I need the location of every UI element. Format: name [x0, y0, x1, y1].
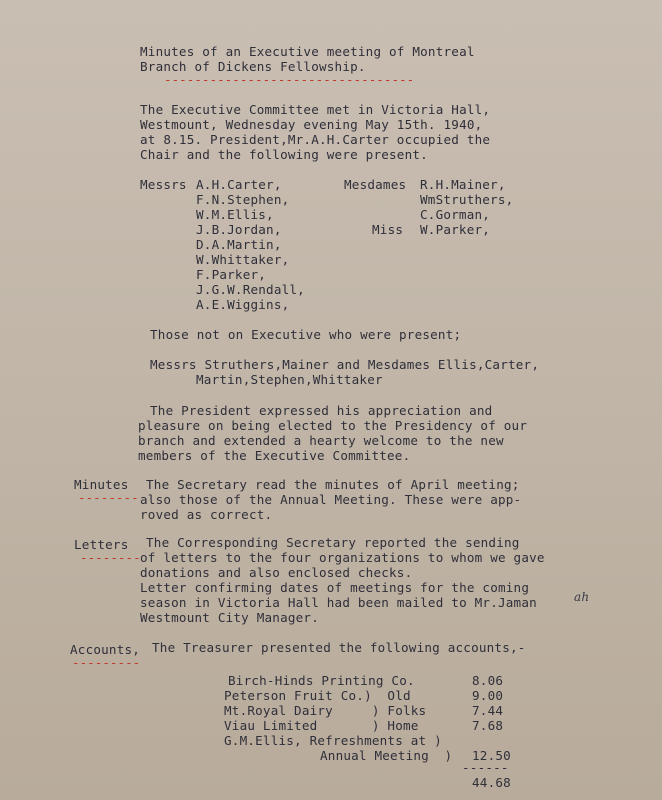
- letters-line-1: The Corresponding Secretary reported the sending: [146, 535, 520, 550]
- letters-line-5: season in Victoria Hall had been mailed to Mr.Jaman: [140, 595, 537, 610]
- title-line-2: Branch of Dickens Fellowship.: [140, 59, 366, 74]
- president-line-4: members of the Executive Committee.: [138, 448, 411, 463]
- member-name: F.Parker,: [196, 267, 267, 282]
- account-name: Annual Meeting ): [320, 748, 453, 763]
- accounts-total-rule: ------: [462, 760, 509, 775]
- member-name: A.E.Wiggins,: [196, 297, 290, 312]
- member-name: J.B.Jordan,: [196, 222, 282, 237]
- member-name: F.N.Stephen,: [196, 192, 290, 207]
- account-amount: 9.00: [472, 688, 504, 703]
- accounts-intro: The Treasurer presented the following accounts,-: [152, 640, 526, 655]
- guest-line-2: Martin,Stephen,Whittaker: [196, 372, 383, 387]
- accounts-total: 44.68: [472, 775, 511, 790]
- member-name: W.Whittaker,: [196, 252, 290, 267]
- intro-line-3: at 8.15. President,Mr.A.H.Carter occupied the: [140, 132, 491, 147]
- account-amount: 7.68: [472, 718, 504, 733]
- letters-line-2: of letters to the four organizations to whom we gave: [140, 550, 545, 565]
- messrs-label: Messrs: [140, 177, 187, 192]
- president-line-2: pleasure on being elected to the Presidency of our: [138, 418, 528, 433]
- intro-line-2: Westmount, Wednesday evening May 15th. 1940,: [140, 117, 483, 132]
- handwritten-insertion: ah: [574, 590, 590, 604]
- accounts-label: Accounts,: [70, 642, 141, 657]
- minutes-line-2: also those of the Annual Meeting. These were app-: [140, 492, 522, 507]
- miss-label: Miss: [372, 222, 404, 237]
- account-name: Mt.Royal Dairy ) Folks: [224, 703, 427, 718]
- member-name: W.Parker,: [420, 222, 491, 237]
- title-line-1: Minutes of an Executive meeting of Montreal: [140, 44, 475, 59]
- letters-label: Letters: [74, 537, 129, 552]
- accounts-underline: ---------: [72, 655, 141, 670]
- guest-line-1: Messrs Struthers,Mainer and Mesdames Ellis,Carter,: [150, 357, 540, 372]
- minutes-underline: --------: [78, 490, 139, 505]
- intro-line-4: Chair and the following were present.: [140, 147, 428, 162]
- member-name: W.M.Ellis,: [196, 207, 274, 222]
- president-line-1: The President expressed his appreciation and: [150, 403, 493, 418]
- intro-line-1: The Executive Committee met in Victoria Hall,: [140, 102, 491, 117]
- minutes-label: Minutes: [74, 477, 129, 492]
- account-amount: 12.50: [472, 748, 511, 763]
- member-name: R.H.Mainer,: [420, 177, 506, 192]
- account-name: G.M.Ellis, Refreshments at ): [224, 733, 442, 748]
- account-name: Peterson Fruit Co.) Old: [224, 688, 411, 703]
- not-on-executive-heading: Those not on Executive who were present;: [150, 327, 462, 342]
- mesdames-label: Mesdames: [344, 177, 407, 192]
- letters-line-6: Westmount City Manager.: [140, 610, 319, 625]
- member-name: J.G.W.Rendall,: [196, 282, 305, 297]
- president-line-3: branch and extended a hearty welcome to the new: [138, 433, 504, 448]
- member-name: D.A.Martin,: [196, 237, 282, 252]
- account-amount: 7.44: [472, 703, 504, 718]
- minutes-line-3: roved as correct.: [140, 507, 273, 522]
- minutes-line-1: The Secretary read the minutes of April meeting;: [146, 477, 520, 492]
- account-amount: 8.06: [472, 673, 504, 688]
- member-name: C.Gorman,: [420, 207, 491, 222]
- member-name: WmStruthers,: [420, 192, 514, 207]
- letters-underline: --------: [80, 550, 141, 565]
- account-name: Birch-Hinds Printing Co.: [228, 673, 415, 688]
- account-name: Viau Limited ) Home: [224, 718, 419, 733]
- member-name: A.H.Carter,: [196, 177, 282, 192]
- title-underline: ---------------------------------: [164, 72, 415, 87]
- letters-line-3: donations and also enclosed checks.: [140, 565, 413, 580]
- letters-line-4: Letter confirming dates of meetings for the coming: [140, 580, 530, 595]
